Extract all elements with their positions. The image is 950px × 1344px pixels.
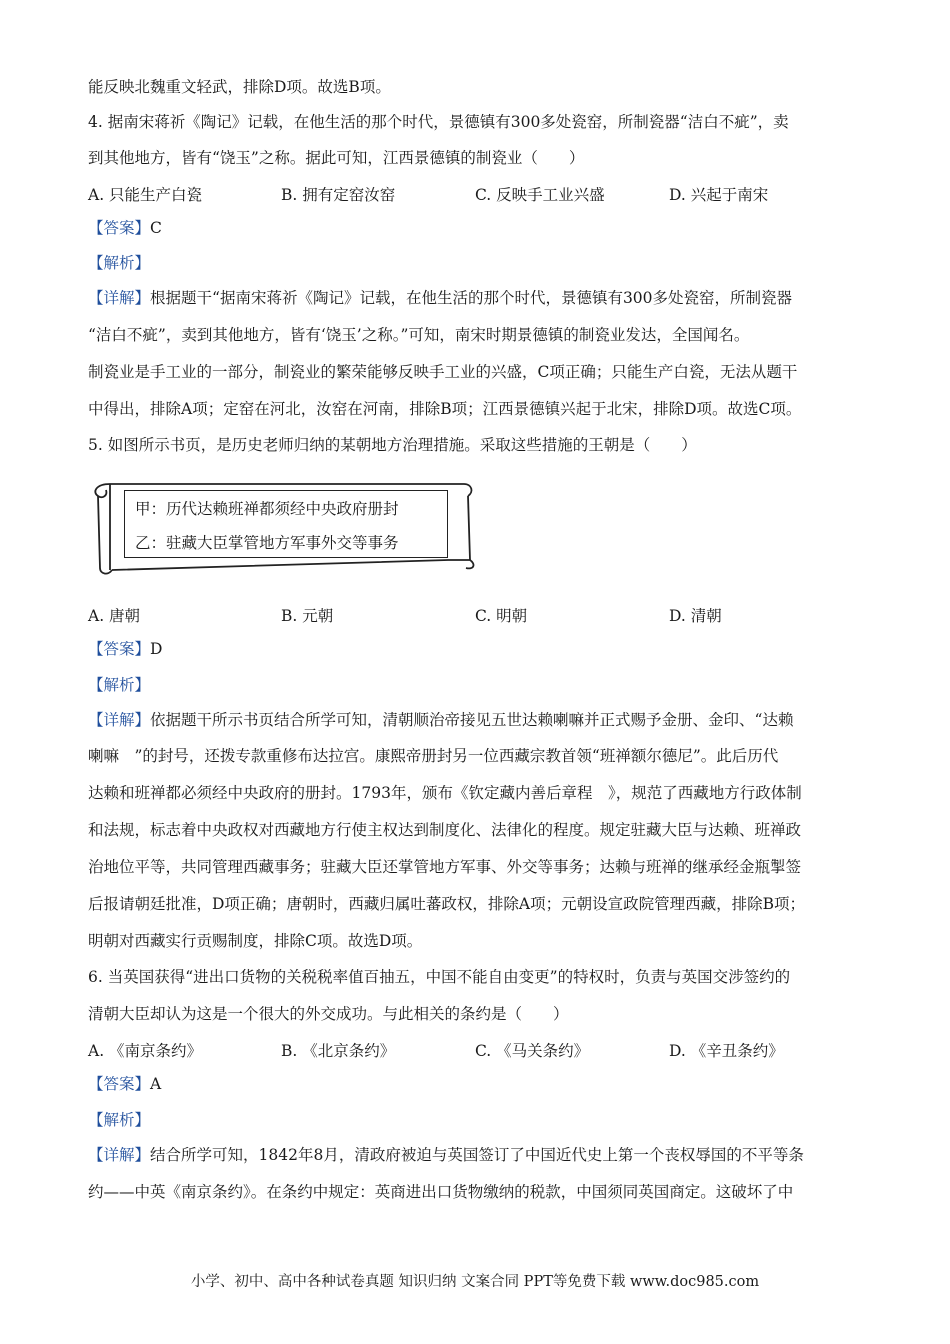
detail-line: “洁白不疵”，卖到其他地方，皆有‘饶玉’之称。”可知，南宋时期景德镇的制瓷业发达，全国闻名。	[88, 326, 750, 344]
option-d: D. 清朝	[669, 607, 722, 625]
option-b: B. 元朝	[281, 607, 334, 625]
option-b: B. 拥有定窑汝窑	[281, 186, 396, 204]
option-c: C. 反映手工业兴盛	[475, 186, 605, 204]
option-c: C. 明朝	[475, 607, 528, 625]
answer-line	[88, 639, 162, 659]
detail-line: 明朝对西藏实行贡赐制度，排除C项。故选D项。	[88, 932, 423, 950]
analysis-tag: 【解析】	[88, 254, 151, 272]
scroll-text-box	[124, 490, 448, 558]
answer-value: A	[150, 1075, 162, 1093]
detail-line: 后报请朝廷批准，D项正确；唐朝时，西藏归属吐蕃政权，排除A项；元朝设宣政院管理西藏，排除B项；	[88, 895, 806, 913]
scroll-figure	[88, 470, 476, 578]
option-a: A. 唐朝	[88, 607, 141, 625]
question-5-options	[88, 604, 868, 624]
detail-line: 喇嘛 ”的封号，还拨专款重修布达拉宫。康熙帝册封另一位西藏宗教首领“班禅额尔德尼”。此后历代	[88, 747, 779, 765]
answer-tag: 【答案】	[88, 640, 151, 658]
detail-line: 约——中英《南京条约》。在条约中规定：英商进出口货物缴纳的税款，中国须同英国商定。这破坏了中	[88, 1183, 794, 1201]
detail-line: 中得出，排除A项；定窑在河北，汝窑在河南，排除B项；江西景德镇兴起于北宋，排除D项。故选C项。	[88, 400, 802, 418]
analysis-tag: 【解析】	[88, 1111, 151, 1129]
scroll-line-2: 乙：驻藏大臣掌管地方军事外交等事务	[135, 534, 399, 552]
detail-line	[88, 1145, 804, 1165]
detail-line: 达赖和班禅都必须经中央政府的册封。1793年，颁布《钦定藏内善后章程 》，规范了西藏地方行政体制	[88, 784, 802, 802]
answer-value: D	[150, 640, 163, 658]
answer-value: C	[150, 219, 162, 237]
answer-line	[88, 1074, 161, 1094]
answer-tag: 【答案】	[88, 219, 151, 237]
question-6-options	[88, 1039, 868, 1059]
option-d: D. 兴起于南宋	[669, 186, 769, 204]
option-c: C. 《马关条约》	[475, 1042, 590, 1060]
analysis-tag: 【解析】	[88, 676, 151, 694]
question-6-stem-cont: 清朝大臣却认为这是一个很大的外交成功。与此相关的条约是（ ）	[88, 1005, 569, 1023]
detail-line: 制瓷业是手工业的一部分，制瓷业的繁荣能够反映手工业的兴盛，C项正确；只能生产白瓷，无法从题干	[88, 363, 798, 381]
detail-tag: 【详解】	[88, 711, 151, 729]
detail-text: 依据题干所示书页结合所学可知，清朝顺治帝接见五世达赖喇嘛并正式赐予金册、金印、“达赖	[150, 711, 794, 729]
option-b: B. 《北京条约》	[281, 1042, 396, 1060]
question-5-stem: 5. 如图所示书页，是历史老师归纳的某朝地方治理措施。采取这些措施的王朝是（ ）	[88, 436, 697, 454]
answer-line	[88, 218, 162, 238]
option-d: D. 《辛丑条约》	[669, 1042, 784, 1060]
text-line: 能反映北魏重文轻武，排除D项。故选B项。	[88, 78, 391, 96]
answer-tag: 【答案】	[88, 1075, 151, 1093]
detail-line	[88, 288, 792, 308]
detail-line	[88, 710, 793, 730]
scroll-line-1: 甲：历代达赖班禅都须经中央政府册封	[135, 500, 399, 518]
page-footer: 小学、初中、高中各种试卷真题 知识归纳 文案合同 PPT等免费下载 www.doc985.com	[190, 1274, 760, 1290]
detail-text: 结合所学可知，1842年8月，清政府被迫与英国签订了中国近代史上第一个丧权辱国的不平等条	[150, 1146, 804, 1164]
question-6-stem: 6. 当英国获得“进出口货物的关税税率值百抽五，中国不能自由变更”的特权时，负责与英国交涉签约的	[88, 968, 791, 986]
detail-line: 治地位平等，共同管理西藏事务；驻藏大臣还掌管地方军事、外交等事务；达赖与班禅的继承经金瓶掣签	[88, 858, 802, 876]
option-a: A. 《南京条约》	[88, 1042, 203, 1060]
question-4-options	[88, 183, 868, 203]
detail-tag: 【详解】	[88, 1146, 151, 1164]
question-4-stem-cont: 到其他地方，皆有“饶玉”之称。据此可知，江西景德镇的制瓷业（ ）	[88, 149, 585, 167]
detail-text: 根据题干“据南宋蒋祈《陶记》记载，在他生活的那个时代，景德镇有300多处瓷窑，所制瓷器	[150, 289, 793, 307]
detail-tag: 【详解】	[88, 289, 151, 307]
detail-line: 和法规，标志着中央政权对西藏地方行使主权达到制度化、法律化的程度。规定驻藏大臣与达赖、班禅政	[88, 821, 802, 839]
question-4-stem: 4. 据南宋蒋祈《陶记》记载，在他生活的那个时代，景德镇有300多处瓷窑，所制瓷器“洁白不疵”，卖	[88, 113, 789, 131]
option-a: A. 只能生产白瓷	[88, 186, 203, 204]
